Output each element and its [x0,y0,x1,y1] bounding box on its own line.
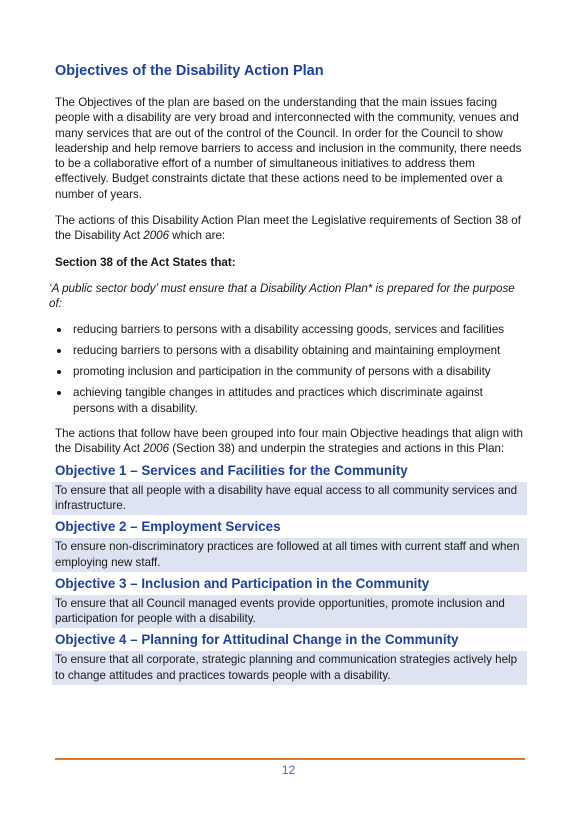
grouping-year: 2006 [143,442,170,456]
purpose-list [55,322,527,416]
list-item-text: promoting inclusion and participation in the community of persons with a disability [73,365,491,379]
objective-4-title: Objective 4 – Planning for Attitudinal Change in the Community [55,632,459,648]
section-heading: Section 38 of the Act States that: [55,255,236,269]
footer-divider [55,758,525,760]
bullet-icon [57,328,61,332]
page-title: Objectives of the Disability Action Plan [55,63,324,79]
grouping-text-before: The actions that follow have been grouped into four main Objective headings that align with the Disability Act [55,427,523,456]
list-item [55,385,527,416]
list-item-text: reducing barriers to persons with a disability obtaining and maintaining employment [73,343,501,357]
list-item-text: achieving tangible changes in attitudes and practices which discriminate against persons with a disability. [73,386,483,415]
objective-1-description: To ensure that all people with a disability have equal access to all community services and infrastructure. [52,482,527,516]
intro-paragraph: The Objectives of the plan are based on the understanding that the main issues facing people with a disability are very broad and interconnected with the community, venues and many services that are out of the control of the Council. In order for the Council to show leadership and help remove barriers to access and inclusion in the community, there needs to be a collaborative effort of a number of simultaneous initiatives to address them effectively. Budget constraints dictate that these actions need to be implemented over a number of years. [55,96,522,201]
legislative-paragraph [55,213,527,244]
objective-2-description: To ensure non-discriminatory practices are followed at all times with current staff and when employing new staff. [52,538,527,572]
page-content [49,62,527,688]
list-item [55,322,527,337]
bullet-icon [57,370,61,374]
objective-2-title: Objective 2 – Employment Services [55,519,281,535]
list-item [55,364,527,379]
legislative-text-before: The actions of this Disability Action Plan meet the Legislative requirements of Section 38 of the Disability Act [55,214,521,243]
grouping-text-after: (Section 38) and underpin the strategies and actions in this Plan: [169,442,505,456]
bullet-icon [57,391,61,395]
grouping-paragraph [55,426,527,457]
bullet-icon [57,349,61,353]
objective-4-description: To ensure that all corporate, strategic planning and communication strategies actively help to change attitudes and practices towards people with a disability. [52,651,527,685]
objective-3-title: Objective 3 – Inclusion and Participation in the Community [55,575,430,591]
objective-1-title: Objective 1 – Services and Facilities for the Community [55,462,408,478]
objective-3-description: To ensure that all Council managed events provide opportunities, promote inclusion and participation for people with a disability. [52,595,527,629]
list-item [55,343,527,358]
legislative-year: 2006 [143,229,170,243]
list-item-text: reducing barriers to persons with a disability accessing goods, services and facilities [73,322,505,336]
page-number: 12 [281,763,296,777]
legislative-text-after: which are: [169,229,226,243]
act-quote: ‘A public sector body’ must ensure that a Disability Action Plan* is prepared for the purpose of: [49,281,515,311]
